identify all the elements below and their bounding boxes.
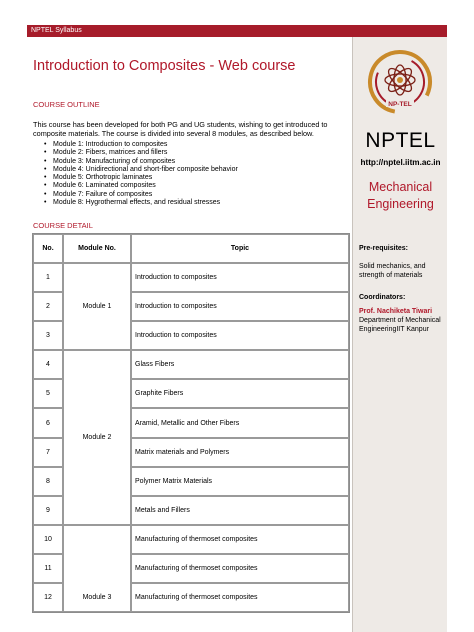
logo-text: NP-TEL	[388, 101, 412, 108]
topic-cell: Graphite Fibers	[131, 379, 349, 408]
topic-cell: Matrix materials and Polymers	[131, 438, 349, 467]
module-list-item: • Module 3: Manufacturing of composites	[44, 158, 238, 166]
module-list-item: • Module 4: Unidirectional and short-fiber composite behavior	[44, 166, 238, 174]
topic-cell: Introduction to composites	[131, 263, 349, 292]
topic-cell: Introduction to composites	[131, 321, 349, 350]
header-label: NPTEL Syllabus	[31, 27, 82, 34]
column-header-no: No.	[33, 234, 63, 263]
row-number: 6	[33, 408, 63, 437]
row-number: 4	[33, 350, 63, 379]
row-number: 8	[33, 467, 63, 496]
topic-cell: Glass Fibers	[131, 350, 349, 379]
row-number: 9	[33, 496, 63, 525]
module-list-item: • Module 2: Fibers, matrices and fillers	[44, 149, 238, 157]
module-list-item: • Module 8: Hygrothermal effects, and residual stresses	[44, 199, 238, 207]
nptel-logo-icon	[367, 49, 433, 115]
topic-cell: Introduction to composites	[131, 292, 349, 321]
table-row	[33, 350, 349, 379]
coordinator-department: Department of Mechanical EngineeringIIT Kanpur	[359, 317, 441, 333]
prerequisites-text: Solid mechanics, and strength of materials	[359, 263, 426, 279]
topic-cell: Aramid, Metallic and Other Fibers	[131, 408, 349, 437]
topic-cell: Metals and Fillers	[131, 496, 349, 525]
department-name	[353, 179, 448, 213]
module-cell: Module 1	[63, 263, 131, 350]
row-number: 7	[33, 438, 63, 467]
module-cell: Module 3	[63, 525, 131, 612]
column-header-module: Module No.	[63, 234, 131, 263]
table-header-row	[33, 234, 349, 263]
course-outline-heading: COURSE OUTLINE	[33, 100, 100, 109]
module-cell: Module 2	[63, 350, 131, 525]
table-row	[33, 525, 349, 554]
topic-cell: Manufacturing of thermoset composites	[131, 554, 349, 583]
syllabus-header-bar	[27, 25, 447, 37]
row-number: 1	[33, 263, 63, 292]
department-line: Engineering	[367, 197, 434, 211]
module-list-item: • Module 1: Introduction to composites	[44, 141, 238, 149]
prerequisites-label: Pre-requisites:	[359, 245, 409, 252]
topic-cell: Manufacturing of thermoset composites	[131, 583, 349, 612]
course-detail-heading: COURSE DETAIL	[33, 221, 93, 230]
module-list	[44, 141, 238, 207]
row-number: 5	[33, 379, 63, 408]
row-number: 12	[33, 583, 63, 612]
row-number: 2	[33, 292, 63, 321]
nptel-url-link[interactable]: http://nptel.iitm.ac.in	[360, 158, 441, 167]
sidebar	[352, 37, 447, 632]
coordinator-name: Prof. Nachiketa Tiwari	[359, 308, 433, 315]
row-number: 11	[33, 554, 63, 583]
course-title: Introduction to Composites - Web course	[33, 58, 296, 74]
department-line: Mechanical	[368, 180, 433, 194]
main-content	[27, 37, 352, 632]
brand-name: NPTEL	[365, 129, 436, 152]
row-number: 10	[33, 525, 63, 554]
coordinators-label: Coordinators:	[359, 294, 406, 301]
topic-cell: Manufacturing of thermoset composites	[131, 525, 349, 554]
column-header-topic: Topic	[131, 234, 349, 263]
course-detail-table	[32, 233, 350, 613]
table-row	[33, 263, 349, 292]
topic-cell: Polymer Matrix Materials	[131, 467, 349, 496]
module-list-item: • Module 5: Orthotropic laminates	[44, 174, 238, 182]
course-intro: This course has been developed for both PG and UG students, wishing to get introduced to composite materials. The course is divided into several 8 modules, as described below.	[33, 120, 328, 138]
module-list-item: • Module 7: Failure of composites	[44, 191, 238, 199]
row-number: 3	[33, 321, 63, 350]
module-list-item: • Module 6: Laminated composites	[44, 182, 238, 190]
